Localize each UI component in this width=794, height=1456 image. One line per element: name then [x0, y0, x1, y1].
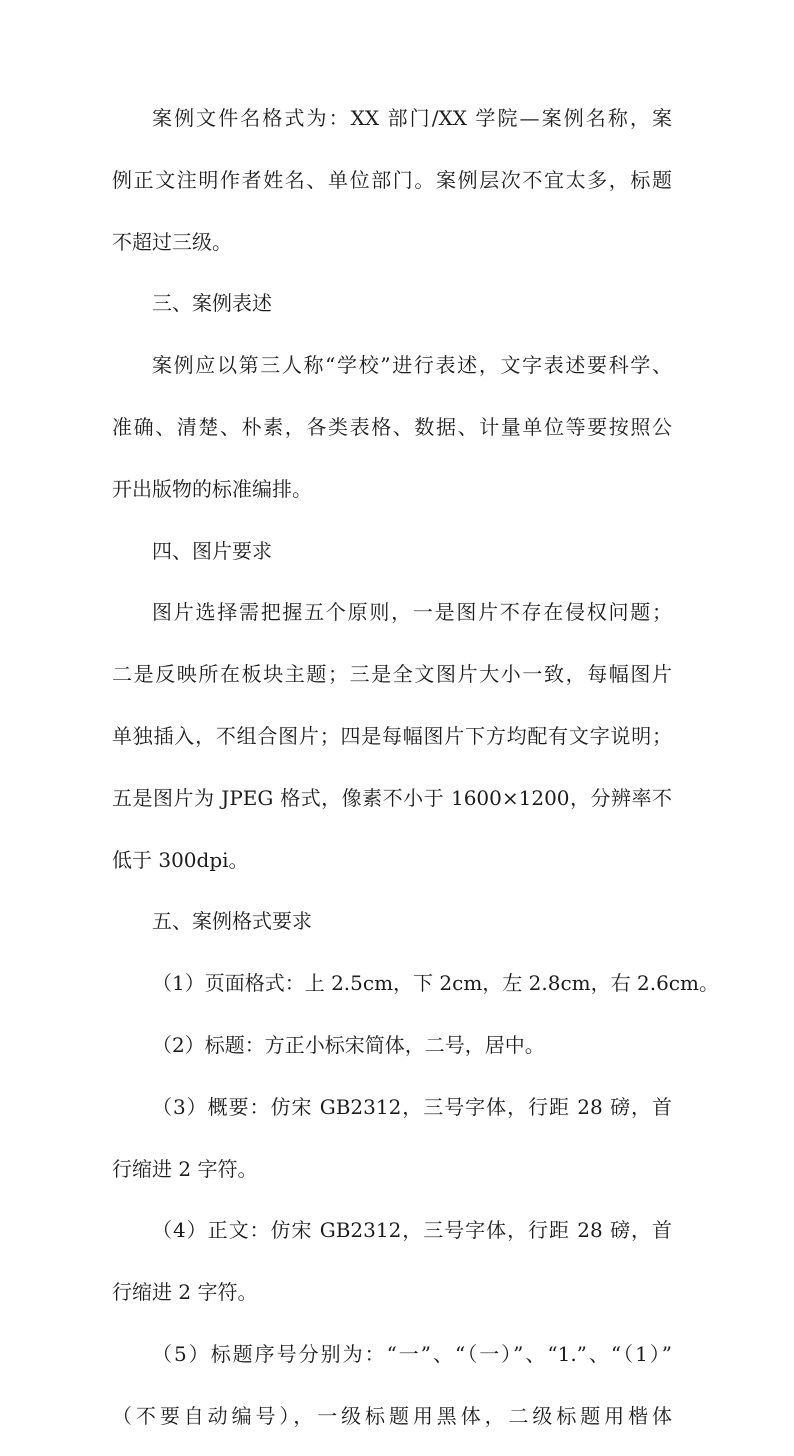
paragraph-line: 不超过三级。: [112, 229, 232, 254]
document-body: [112, 96, 719, 1456]
list-item-line: 行缩进 2 字符。: [112, 1280, 258, 1305]
list-item-line: （5）标题序号分别为：“一”、“（一）”、“1.”、“（1）”: [152, 1341, 672, 1366]
paragraph-line: 案例应以第三人称“学校”进行表述，文字表述要科学、: [152, 353, 672, 378]
paragraph-line: 二是反映所在板块主题；三是全文图片大小一致，每幅图片: [112, 662, 672, 687]
section-heading-4: 四、图片要求: [152, 538, 272, 563]
list-item-line: （3）概要：仿宋 GB2312，三号字体，行距 28 磅，首: [152, 1094, 672, 1119]
list-item-line: （1）页面格式：上 2.5cm，下 2cm，左 2.8cm，右 2.6cm。: [152, 971, 719, 996]
list-item-line: （2）标题：方正小标宋简体，二号，居中。: [152, 1032, 545, 1057]
paragraph-line: 例正文注明作者姓名、单位部门。案例层次不宜太多，标题: [112, 167, 672, 192]
section-heading-3: 三、案例表述: [152, 291, 272, 316]
paragraph-line: 单独插入，不组合图片；四是每幅图片下方均配有文字说明；: [112, 723, 672, 748]
paragraph-line: 五是图片为 JPEG 格式，像素不小于 1600×1200，分辨率不: [112, 785, 672, 810]
list-item-line: （不要自动编号），一级标题用黑体，二级标题用楷体: [112, 1403, 672, 1428]
paragraph-line: 案例文件名格式为：XX 部门/XX 学院—案例名称，案: [152, 106, 672, 130]
paragraph-line: 开出版物的标准编排。: [112, 476, 312, 501]
list-item-line: 行缩进 2 字符。: [112, 1156, 258, 1181]
list-item-line: （4）正文：仿宋 GB2312，三号字体，行距 28 磅，首: [152, 1218, 672, 1243]
paragraph-line: 图片选择需把握五个原则，一是图片不存在侵权问题；: [152, 600, 672, 625]
paragraph-line: 准确、清楚、朴素，各类表格、数据、计量单位等要按照公: [112, 414, 672, 439]
section-heading-5: 五、案例格式要求: [152, 909, 312, 934]
paragraph-line: 低于 300dpi。: [112, 847, 249, 872]
